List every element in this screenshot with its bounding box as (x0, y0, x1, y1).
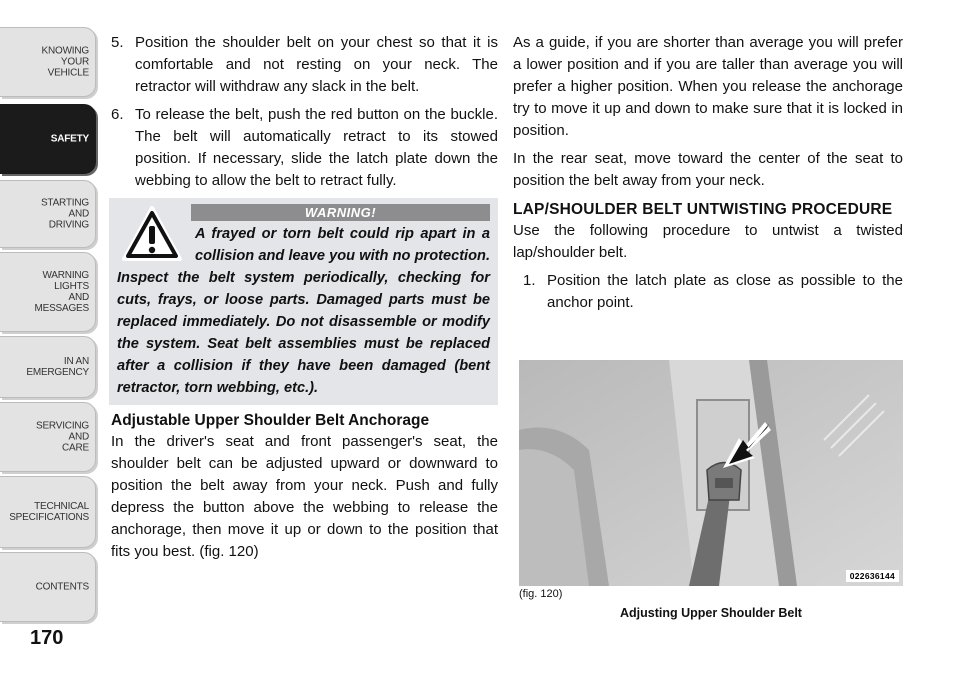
step-text: Position the latch plate as close as possible to the anchor point. (547, 272, 903, 311)
body-paragraph: In the driver's seat and front passenger's seat, the shoulder belt can be adjusted upward or downward to position the belt away from your neck. Push and fully depress the button above the webbing to release the anchorage, then move it up or down to the position that fits you best. (fig. 120) (111, 433, 498, 560)
step-number: 1. (523, 272, 536, 289)
tab-safety[interactable] (0, 104, 96, 174)
figure-image (519, 360, 903, 586)
list-item (111, 104, 498, 192)
warning-text: A frayed or torn belt could rip apart in a collision and leave you with no protection. Inspect the belt system periodically, checking for cuts, frays, or loose parts. Damaged parts must be replaced immediately. Do not disassemble or modify the system. Seat belt assemblies must be replaced after a collision if they have been damaged (bent retractor, torn webbing, etc.). (117, 226, 490, 396)
tab-label: SERVICING AND CARE (35, 420, 89, 454)
left-column (111, 32, 498, 569)
step-number: 6. (111, 106, 124, 123)
tab-label: KNOWING YOUR VEHICLE (41, 45, 89, 79)
body-paragraph: In the rear seat, move toward the center of the seat to position the belt away from your neck. (513, 150, 903, 189)
figure-code: 022636144 (846, 570, 899, 582)
warning-title: WARNING! (191, 204, 490, 221)
tab-label: WARNING LIGHTS AND MESSAGES (34, 270, 89, 314)
section-heading: Adjustable Upper Shoulder Belt Anchorage (111, 412, 430, 429)
tab-label: IN AN EMERGENCY (26, 356, 89, 378)
body-paragraph: Use the following procedure to untwist a twisted lap/shoulder belt. (513, 222, 903, 261)
tab-starting-and-driving[interactable] (0, 180, 96, 248)
figure-caption: Adjusting Upper Shoulder Belt (620, 606, 802, 620)
page-number: 170 (30, 627, 64, 649)
list-item (111, 32, 498, 98)
body-paragraph: As a guide, if you are shorter than average you will prefer a lower position and if you are taller than average you will prefer a higher position. When you release the anchorage try to move it up and down to make sure that it is locked in position. (513, 34, 903, 139)
tab-label: CONTENTS (35, 581, 89, 593)
tab-label: STARTING AND DRIVING (40, 197, 89, 231)
step-text: To release the belt, push the red button on the buckle. The belt will automatically retract to its stowed position. If necessary, slide the latch plate down the webbing to allow the belt to retract fully. (135, 106, 498, 189)
tab-knowing-your-vehicle[interactable] (0, 27, 96, 97)
tab-label: TECHNICAL SPECIFICATIONS (9, 501, 89, 523)
tab-contents[interactable] (0, 552, 96, 622)
section-heading: LAP/SHOULDER BELT UNTWISTING PROCEDURE (513, 201, 893, 218)
step-text: Position the shoulder belt on your chest so that it is comfortable and not resting on your neck. The retractor will withdraw any slack in the belt. (135, 34, 498, 95)
warning-box (109, 198, 498, 405)
shoulder-belt-illustration (519, 360, 903, 586)
tab-in-an-emergency[interactable] (0, 336, 96, 398)
tab-technical-specifications[interactable] (0, 476, 96, 548)
tab-warning-lights-and-messages[interactable] (0, 252, 96, 332)
step-number: 5. (111, 34, 124, 51)
warning-triangle-icon (121, 205, 183, 263)
tab-servicing-and-care[interactable] (0, 402, 96, 472)
tab-label: SAFETY (50, 133, 89, 145)
right-column (513, 32, 903, 320)
list-item (523, 270, 903, 314)
chapter-tabs (0, 0, 98, 630)
figure-reference: (fig. 120) (519, 588, 563, 600)
